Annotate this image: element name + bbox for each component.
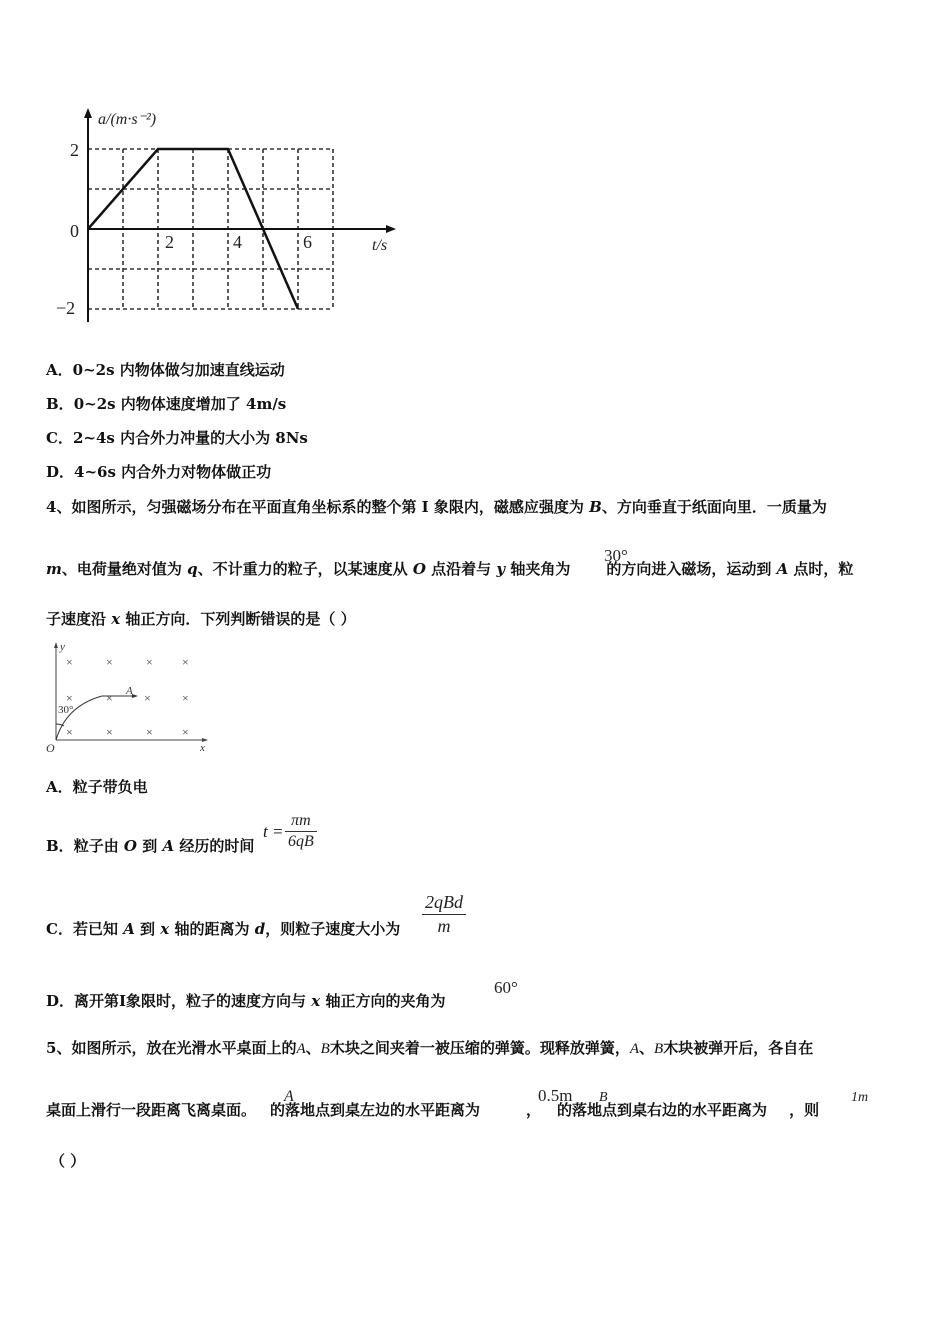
graph-ytick: −2 bbox=[56, 298, 76, 318]
graph-ylabel: a/(m·s⁻²) bbox=[98, 111, 157, 128]
field-cross: × bbox=[182, 725, 189, 739]
q5-distance-a: 0.5m bbox=[538, 1086, 573, 1105]
field-cross: × bbox=[146, 655, 153, 669]
field-crosses bbox=[66, 655, 189, 739]
q4-option-d: D．离开第Ⅰ象限时，粒子的速度方向与 x 轴正方向的夹角为 bbox=[46, 992, 446, 1010]
q4-line-2: m、电荷量绝对值为 q、不计重力的粒子，以某速度从 O 点沿着与 y 轴夹角为 的方向进入磁场，运动到 A 点时，粒 bbox=[46, 560, 854, 578]
field-cross: × bbox=[66, 655, 73, 669]
graph-ytick: 2 bbox=[70, 140, 79, 160]
q4-option-c: C．若已知 A 到 x 轴的距离为 d，则粒子速度大小为 bbox=[46, 920, 401, 938]
field-cross: × bbox=[106, 691, 113, 705]
q4-option-d-angle: 60° bbox=[494, 978, 518, 997]
q5-label-a: A bbox=[284, 1088, 294, 1105]
acceleration-time-graph bbox=[50, 100, 410, 330]
field-cross: × bbox=[146, 725, 153, 739]
magnetic-field-diagram bbox=[44, 640, 214, 755]
diagram-angle-label: 30° bbox=[58, 704, 74, 716]
velocity-arrow bbox=[132, 694, 138, 698]
diagram-y-arrow bbox=[54, 642, 58, 648]
graph-ytick: 0 bbox=[70, 221, 79, 241]
field-cross: × bbox=[106, 655, 113, 669]
q4-angle-30: 30° bbox=[604, 546, 628, 565]
graph-xtick: 2 bbox=[165, 232, 174, 252]
graph-xtick: 4 bbox=[233, 232, 242, 252]
q3-option-c: C．2~4s 内合外力冲量的大小为 8Ns bbox=[46, 429, 308, 447]
graph-axes bbox=[84, 108, 396, 322]
field-cross: × bbox=[182, 655, 189, 669]
q3-option-b: B．0~2s 内物体速度增加了 4m/s bbox=[46, 395, 287, 413]
field-cross: × bbox=[182, 691, 189, 705]
field-cross: × bbox=[144, 691, 151, 705]
field-cross: × bbox=[66, 725, 73, 739]
q4-option-b-t: t = bbox=[263, 822, 284, 841]
q4-option-b: B．粒子由 O 到 A 经历的时间 bbox=[46, 837, 255, 855]
q4-line-3: 子速度沿 x 轴正方向．下列判断错误的是（ ） bbox=[46, 610, 356, 628]
q5-label-b: B bbox=[599, 1090, 608, 1105]
q5-distance-b: 1m bbox=[851, 1090, 869, 1105]
field-cross: × bbox=[106, 725, 113, 739]
graph-xlabel: t/s bbox=[372, 237, 388, 254]
diagram-y-label: y bbox=[60, 641, 65, 653]
diagram-point-a: A bbox=[126, 685, 133, 697]
graph-y-arrow bbox=[84, 108, 92, 118]
q5-line-2: 桌面上滑行一段距离飞离桌面。 的落地点到桌左边的水平距离为 ， 的落地点到桌右边的水平距离为 ，则 bbox=[46, 1101, 820, 1119]
q4-option-a: A．粒子带负电 bbox=[46, 778, 148, 796]
graph-xtick: 6 bbox=[303, 232, 312, 252]
diagram-origin-label: O bbox=[46, 741, 55, 755]
field-cross: × bbox=[66, 691, 73, 705]
q5-blank-parens: （ ） bbox=[50, 1152, 86, 1170]
diagram-x-label: x bbox=[200, 742, 205, 754]
graph-x-arrow bbox=[386, 225, 396, 233]
q3-option-a: A．0~2s 内物体做匀加速直线运动 bbox=[46, 361, 285, 379]
q4-option-c-fraction: 2qBd m bbox=[422, 892, 466, 937]
q4-option-b-fraction: πm 6qB bbox=[285, 812, 317, 851]
q5-line-1: 5、如图所示，放在光滑水平桌面上的A、B木块之间夹着一被压缩的弹簧。现释放弹簧，A、B木块被弹开后，各自在 bbox=[46, 1039, 814, 1057]
q3-option-d: D．4~6s 内合外力对物体做正功 bbox=[46, 463, 272, 481]
q4-line-1: 4、如图所示，匀强磁场分布在平面直角坐标系的整个第 I 象限内，磁感应强度为 B、方向垂直于纸面向里．一质量为 bbox=[46, 498, 827, 516]
